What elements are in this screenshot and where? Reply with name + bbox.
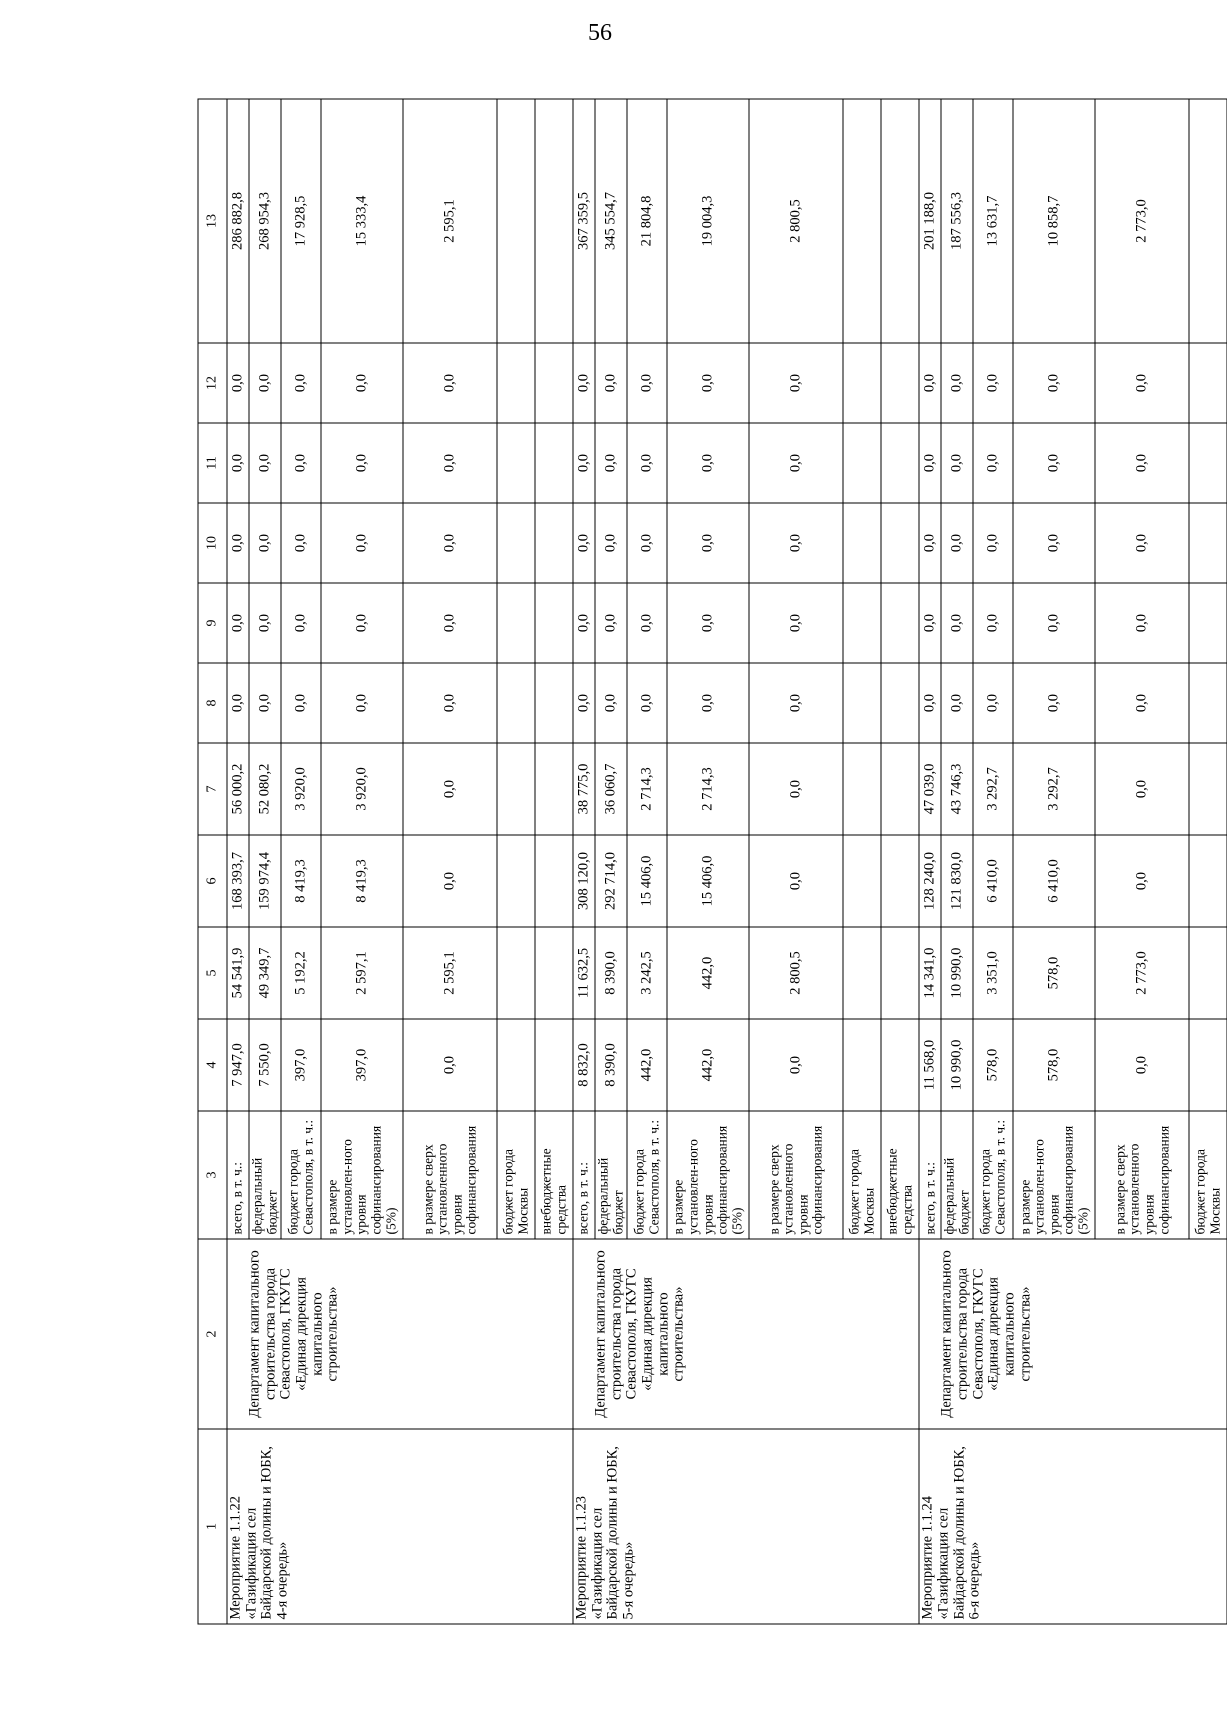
value-cell bbox=[1189, 423, 1227, 503]
value-cell: 0,0 bbox=[595, 423, 627, 503]
value-cell bbox=[881, 927, 919, 1019]
value-cell: 3 920,0 bbox=[281, 743, 321, 835]
value-cell: 128 240,0 bbox=[919, 835, 941, 927]
value-cell: 0,0 bbox=[749, 743, 843, 835]
value-cell bbox=[881, 743, 919, 835]
value-cell: 2 773,0 bbox=[1095, 99, 1189, 343]
funding-source: в размере установлен-ного уровня софинансирования (5%) bbox=[321, 1111, 403, 1239]
value-cell: 2 595,1 bbox=[403, 927, 497, 1019]
value-cell bbox=[1189, 927, 1227, 1019]
value-cell: 0,0 bbox=[595, 343, 627, 423]
value-cell: 47 039,0 bbox=[919, 743, 941, 835]
value-cell: 19 004,3 bbox=[667, 99, 749, 343]
table-row bbox=[919, 99, 941, 1624]
value-cell: 2 800,5 bbox=[749, 99, 843, 343]
value-cell: 56 000,2 bbox=[227, 743, 249, 835]
value-cell: 0,0 bbox=[281, 503, 321, 583]
value-cell: 0,0 bbox=[941, 663, 973, 743]
value-cell bbox=[497, 99, 535, 343]
value-cell: 36 060,7 bbox=[595, 743, 627, 835]
value-cell bbox=[1189, 343, 1227, 423]
value-cell: 0,0 bbox=[573, 663, 595, 743]
value-cell: 17 928,5 bbox=[281, 99, 321, 343]
value-cell: 0,0 bbox=[1013, 343, 1095, 423]
value-cell: 0,0 bbox=[1013, 423, 1095, 503]
value-cell: 0,0 bbox=[1095, 1019, 1189, 1111]
value-cell: 2 597,1 bbox=[321, 927, 403, 1019]
responsible-executor: Департамент капитального строительства города Севастополя, ГКУГС «Единая дирекция капитального строительства» bbox=[227, 1239, 573, 1429]
funding-source: всего, в т. ч.: bbox=[919, 1111, 941, 1239]
header-row bbox=[198, 99, 227, 1624]
value-cell: 0,0 bbox=[1095, 343, 1189, 423]
value-cell: 15 406,0 bbox=[627, 835, 667, 927]
value-cell: 10 990,0 bbox=[941, 1019, 973, 1111]
value-cell: 578,0 bbox=[1013, 1019, 1095, 1111]
funding-source: всего, в т. ч.: bbox=[573, 1111, 595, 1239]
column-header: 1 bbox=[198, 1429, 227, 1624]
value-cell: 0,0 bbox=[281, 423, 321, 503]
value-cell: 268 954,3 bbox=[249, 99, 281, 343]
column-header: 8 bbox=[198, 663, 227, 743]
value-cell: 0,0 bbox=[973, 423, 1013, 503]
funding-source: федеральный бюджет bbox=[249, 1111, 281, 1239]
measure-name: Мероприятие 1.1.22 «Газификация сел Байдарской долины и ЮБК, 4-я очередь» bbox=[227, 1429, 573, 1624]
value-cell: 201 188,0 bbox=[919, 99, 941, 343]
value-cell: 0,0 bbox=[321, 343, 403, 423]
value-cell: 308 120,0 bbox=[573, 835, 595, 927]
value-cell: 7 947,0 bbox=[227, 1019, 249, 1111]
value-cell: 0,0 bbox=[919, 343, 941, 423]
funding-source: бюджет города Москвы bbox=[843, 1111, 881, 1239]
value-cell: 442,0 bbox=[667, 927, 749, 1019]
value-cell: 0,0 bbox=[1013, 503, 1095, 583]
value-cell: 0,0 bbox=[941, 503, 973, 583]
value-cell: 0,0 bbox=[403, 583, 497, 663]
value-cell: 0,0 bbox=[973, 503, 1013, 583]
value-cell: 0,0 bbox=[227, 423, 249, 503]
value-cell: 0,0 bbox=[749, 835, 843, 927]
value-cell: 8 832,0 bbox=[573, 1019, 595, 1111]
value-cell: 2 595,1 bbox=[403, 99, 497, 343]
value-cell bbox=[1189, 503, 1227, 583]
value-cell: 397,0 bbox=[281, 1019, 321, 1111]
value-cell bbox=[535, 835, 573, 927]
value-cell bbox=[881, 99, 919, 343]
value-cell: 0,0 bbox=[321, 583, 403, 663]
column-header: 13 bbox=[198, 99, 227, 343]
value-cell: 0,0 bbox=[249, 343, 281, 423]
value-cell: 0,0 bbox=[919, 583, 941, 663]
value-cell bbox=[497, 583, 535, 663]
value-cell bbox=[881, 663, 919, 743]
value-cell: 0,0 bbox=[1013, 663, 1095, 743]
value-cell bbox=[535, 503, 573, 583]
value-cell bbox=[497, 743, 535, 835]
value-cell: 0,0 bbox=[919, 423, 941, 503]
column-header: 3 bbox=[198, 1111, 227, 1239]
value-cell bbox=[497, 663, 535, 743]
value-cell: 0,0 bbox=[941, 343, 973, 423]
value-cell: 14 341,0 bbox=[919, 927, 941, 1019]
value-cell: 0,0 bbox=[227, 663, 249, 743]
value-cell: 0,0 bbox=[749, 583, 843, 663]
value-cell: 367 359,5 bbox=[573, 99, 595, 343]
value-cell: 2 773,0 bbox=[1095, 927, 1189, 1019]
value-cell: 0,0 bbox=[749, 343, 843, 423]
value-cell: 0,0 bbox=[249, 663, 281, 743]
funding-source: в размере сверх установленного уровня софинансирования bbox=[1095, 1111, 1189, 1239]
funding-source: в размере сверх установленного уровня софинансирования bbox=[403, 1111, 497, 1239]
value-cell: 8 390,0 bbox=[595, 1019, 627, 1111]
value-cell bbox=[843, 835, 881, 927]
funding-source: в размере установлен-ного уровня софинансирования (5%) bbox=[1013, 1111, 1095, 1239]
value-cell: 0,0 bbox=[595, 503, 627, 583]
column-header: 11 bbox=[198, 423, 227, 503]
value-cell: 0,0 bbox=[627, 503, 667, 583]
value-cell bbox=[497, 927, 535, 1019]
value-cell: 0,0 bbox=[1095, 663, 1189, 743]
funding-source: в размере установлен-ного уровня софинансирования (5%) bbox=[667, 1111, 749, 1239]
value-cell bbox=[1189, 743, 1227, 835]
value-cell bbox=[881, 835, 919, 927]
column-header: 10 bbox=[198, 503, 227, 583]
value-cell bbox=[881, 423, 919, 503]
value-cell: 0,0 bbox=[573, 343, 595, 423]
value-cell: 3 351,0 bbox=[973, 927, 1013, 1019]
column-header: 6 bbox=[198, 835, 227, 927]
value-cell bbox=[497, 835, 535, 927]
value-cell: 0,0 bbox=[749, 503, 843, 583]
value-cell bbox=[843, 927, 881, 1019]
measure-name: Мероприятие 1.1.23 «Газификация сел Байдарской долины и ЮБК, 5-я очередь» bbox=[573, 1429, 919, 1624]
value-cell: 0,0 bbox=[321, 503, 403, 583]
value-cell: 0,0 bbox=[403, 835, 497, 927]
value-cell: 0,0 bbox=[1013, 583, 1095, 663]
value-cell bbox=[535, 1019, 573, 1111]
value-cell: 13 631,7 bbox=[973, 99, 1013, 343]
value-cell bbox=[881, 503, 919, 583]
value-cell: 0,0 bbox=[749, 663, 843, 743]
value-cell: 0,0 bbox=[973, 663, 1013, 743]
value-cell: 2 800,5 bbox=[749, 927, 843, 1019]
value-cell: 3 292,7 bbox=[973, 743, 1013, 835]
value-cell: 0,0 bbox=[595, 583, 627, 663]
value-cell: 0,0 bbox=[321, 663, 403, 743]
value-cell: 442,0 bbox=[667, 1019, 749, 1111]
value-cell: 0,0 bbox=[627, 423, 667, 503]
column-header: 2 bbox=[198, 1239, 227, 1429]
funding-source: бюджет города Москвы bbox=[1189, 1111, 1227, 1239]
value-cell: 3 920,0 bbox=[321, 743, 403, 835]
value-cell bbox=[881, 583, 919, 663]
value-cell: 0,0 bbox=[403, 343, 497, 423]
value-cell bbox=[535, 583, 573, 663]
value-cell: 0,0 bbox=[973, 583, 1013, 663]
value-cell: 0,0 bbox=[227, 583, 249, 663]
value-cell bbox=[535, 343, 573, 423]
value-cell: 0,0 bbox=[403, 743, 497, 835]
value-cell: 0,0 bbox=[403, 503, 497, 583]
value-cell: 121 830,0 bbox=[941, 835, 973, 927]
value-cell bbox=[535, 927, 573, 1019]
value-cell: 0,0 bbox=[667, 663, 749, 743]
value-cell: 0,0 bbox=[919, 503, 941, 583]
budget-table bbox=[197, 99, 1227, 1625]
value-cell: 0,0 bbox=[249, 423, 281, 503]
value-cell: 7 550,0 bbox=[249, 1019, 281, 1111]
value-cell: 2 714,3 bbox=[667, 743, 749, 835]
value-cell bbox=[1189, 99, 1227, 343]
value-cell: 5 192,2 bbox=[281, 927, 321, 1019]
value-cell: 0,0 bbox=[403, 663, 497, 743]
value-cell: 8 419,3 bbox=[321, 835, 403, 927]
value-cell bbox=[1189, 835, 1227, 927]
value-cell: 442,0 bbox=[627, 1019, 667, 1111]
value-cell: 0,0 bbox=[667, 583, 749, 663]
funding-source: федеральный бюджет bbox=[941, 1111, 973, 1239]
value-cell bbox=[843, 343, 881, 423]
value-cell bbox=[497, 423, 535, 503]
value-cell bbox=[843, 743, 881, 835]
value-cell: 0,0 bbox=[227, 343, 249, 423]
value-cell: 286 882,8 bbox=[227, 99, 249, 343]
value-cell: 0,0 bbox=[1095, 835, 1189, 927]
value-cell: 0,0 bbox=[749, 1019, 843, 1111]
value-cell: 54 541,9 bbox=[227, 927, 249, 1019]
value-cell: 0,0 bbox=[941, 423, 973, 503]
value-cell: 0,0 bbox=[941, 583, 973, 663]
value-cell bbox=[497, 343, 535, 423]
value-cell: 0,0 bbox=[1095, 503, 1189, 583]
value-cell: 15 406,0 bbox=[667, 835, 749, 927]
value-cell: 0,0 bbox=[667, 503, 749, 583]
value-cell bbox=[535, 663, 573, 743]
value-cell: 0,0 bbox=[627, 343, 667, 423]
value-cell bbox=[535, 423, 573, 503]
column-header: 12 bbox=[198, 343, 227, 423]
funding-source: федеральный бюджет bbox=[595, 1111, 627, 1239]
value-cell: 3 292,7 bbox=[1013, 743, 1095, 835]
value-cell: 0,0 bbox=[227, 503, 249, 583]
value-cell: 0,0 bbox=[1095, 423, 1189, 503]
value-cell bbox=[497, 503, 535, 583]
value-cell bbox=[1189, 663, 1227, 743]
value-cell: 0,0 bbox=[573, 583, 595, 663]
measure-name: Мероприятие 1.1.24 «Газификация сел Байдарской долины и ЮБК, 6-я очередь» bbox=[919, 1429, 1227, 1624]
value-cell bbox=[843, 503, 881, 583]
value-cell: 578,0 bbox=[1013, 927, 1095, 1019]
value-cell bbox=[843, 423, 881, 503]
value-cell: 0,0 bbox=[281, 663, 321, 743]
column-header: 5 bbox=[198, 927, 227, 1019]
value-cell: 0,0 bbox=[403, 1019, 497, 1111]
value-cell: 0,0 bbox=[1095, 743, 1189, 835]
funding-source: всего, в т. ч.: bbox=[227, 1111, 249, 1239]
funding-source: в размере сверх установленного уровня софинансирования bbox=[749, 1111, 843, 1239]
funding-source: бюджет города Москвы bbox=[497, 1111, 535, 1239]
value-cell: 11 568,0 bbox=[919, 1019, 941, 1111]
value-cell: 0,0 bbox=[919, 663, 941, 743]
value-cell: 345 554,7 bbox=[595, 99, 627, 343]
value-cell: 11 632,5 bbox=[573, 927, 595, 1019]
value-cell bbox=[535, 743, 573, 835]
column-header: 4 bbox=[198, 1019, 227, 1111]
value-cell: 0,0 bbox=[749, 423, 843, 503]
value-cell bbox=[1189, 583, 1227, 663]
value-cell: 21 804,8 bbox=[627, 99, 667, 343]
value-cell: 43 746,3 bbox=[941, 743, 973, 835]
funding-source: бюджет города Севастополя, в т. ч.: bbox=[973, 1111, 1013, 1239]
responsible-executor: Департамент капитального строительства города Севастополя, ГКУГС «Единая дирекция капитального строительства» bbox=[573, 1239, 919, 1429]
value-cell: 187 556,3 bbox=[941, 99, 973, 343]
budget-table-rotated bbox=[197, 100, 1222, 1625]
value-cell bbox=[843, 663, 881, 743]
value-cell: 6 410,0 bbox=[1013, 835, 1095, 927]
value-cell bbox=[843, 1019, 881, 1111]
value-cell: 0,0 bbox=[249, 583, 281, 663]
value-cell: 2 714,3 bbox=[627, 743, 667, 835]
value-cell bbox=[497, 1019, 535, 1111]
funding-source: бюджет города Севастополя, в т. ч.: bbox=[627, 1111, 667, 1239]
table-row bbox=[573, 99, 595, 1624]
page-number: 56 bbox=[588, 20, 612, 46]
value-cell: 292 714,0 bbox=[595, 835, 627, 927]
column-header: 7 bbox=[198, 743, 227, 835]
value-cell bbox=[1189, 1019, 1227, 1111]
value-cell: 10 858,7 bbox=[1013, 99, 1095, 343]
value-cell: 15 333,4 bbox=[321, 99, 403, 343]
value-cell: 159 974,4 bbox=[249, 835, 281, 927]
value-cell: 6 410,0 bbox=[973, 835, 1013, 927]
value-cell bbox=[843, 583, 881, 663]
value-cell: 0,0 bbox=[667, 423, 749, 503]
value-cell: 0,0 bbox=[595, 663, 627, 743]
value-cell: 0,0 bbox=[573, 423, 595, 503]
value-cell: 168 393,7 bbox=[227, 835, 249, 927]
funding-source: бюджет города Севастополя, в т. ч.: bbox=[281, 1111, 321, 1239]
value-cell bbox=[881, 1019, 919, 1111]
value-cell: 397,0 bbox=[321, 1019, 403, 1111]
value-cell: 0,0 bbox=[1095, 583, 1189, 663]
value-cell bbox=[535, 99, 573, 343]
value-cell: 8 419,3 bbox=[281, 835, 321, 927]
funding-source: внебюджетные средства bbox=[535, 1111, 573, 1239]
value-cell: 0,0 bbox=[249, 503, 281, 583]
value-cell: 0,0 bbox=[403, 423, 497, 503]
value-cell: 0,0 bbox=[667, 343, 749, 423]
value-cell: 578,0 bbox=[973, 1019, 1013, 1111]
value-cell: 0,0 bbox=[627, 583, 667, 663]
funding-source: внебюджетные средства bbox=[881, 1111, 919, 1239]
responsible-executor: Департамент капитального строительства города Севастополя, ГКУГС «Единая дирекция капитального строительства» bbox=[919, 1239, 1227, 1429]
value-cell: 0,0 bbox=[973, 343, 1013, 423]
value-cell: 52 080,2 bbox=[249, 743, 281, 835]
value-cell: 8 390,0 bbox=[595, 927, 627, 1019]
value-cell: 38 775,0 bbox=[573, 743, 595, 835]
table-row bbox=[227, 99, 249, 1624]
value-cell: 0,0 bbox=[627, 663, 667, 743]
value-cell bbox=[843, 99, 881, 343]
value-cell: 0,0 bbox=[281, 583, 321, 663]
value-cell: 3 242,5 bbox=[627, 927, 667, 1019]
column-header: 9 bbox=[198, 583, 227, 663]
value-cell: 49 349,7 bbox=[249, 927, 281, 1019]
value-cell: 0,0 bbox=[281, 343, 321, 423]
value-cell: 0,0 bbox=[573, 503, 595, 583]
value-cell bbox=[881, 343, 919, 423]
value-cell: 10 990,0 bbox=[941, 927, 973, 1019]
value-cell: 0,0 bbox=[321, 423, 403, 503]
